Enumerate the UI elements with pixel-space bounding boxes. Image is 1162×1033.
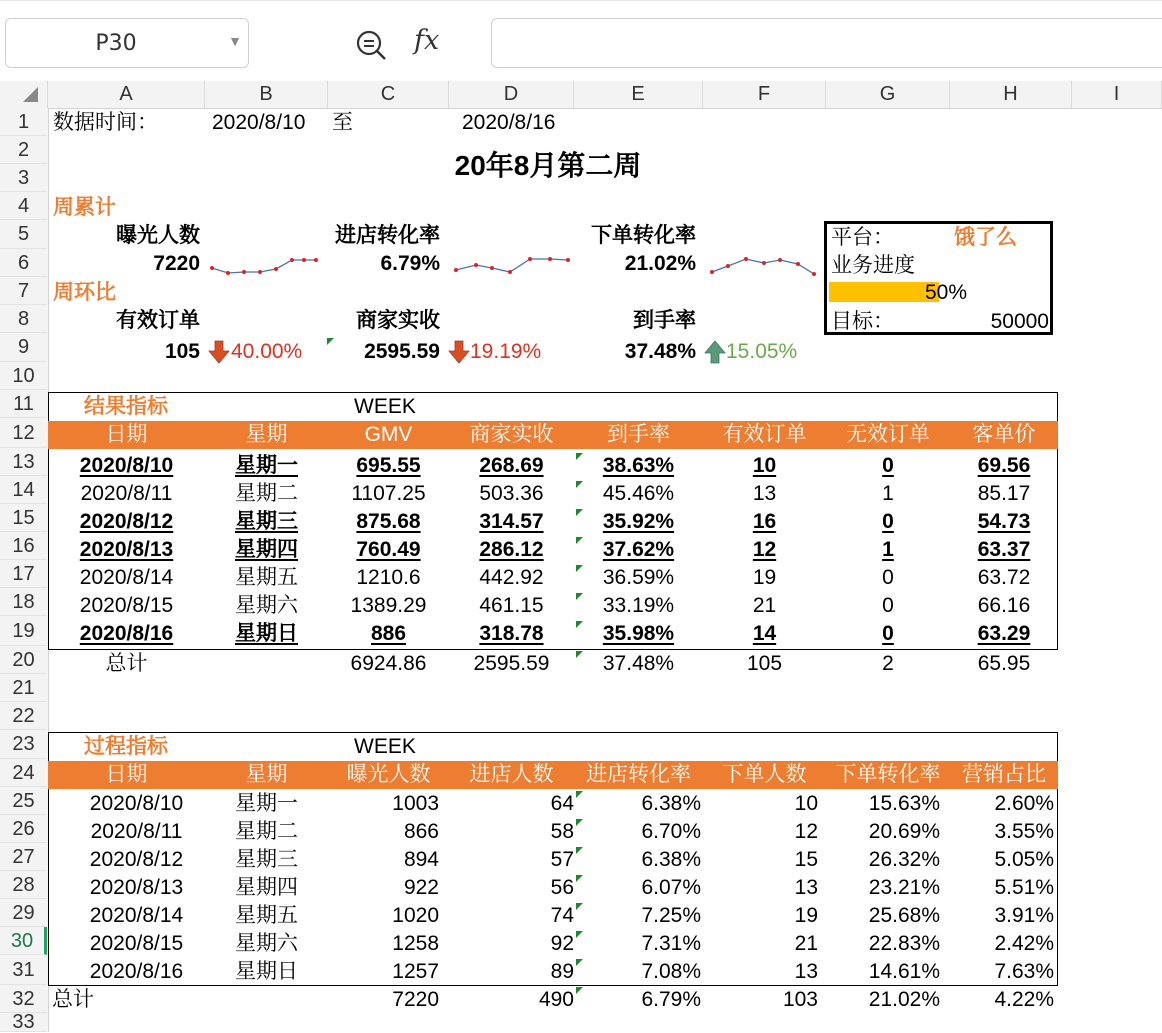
process-table-cell[interactable]: 2020/8/15 — [89, 932, 184, 955]
process-table-cell[interactable]: 10 — [794, 792, 818, 815]
process-table-cell[interactable]: 25.68% — [868, 904, 940, 927]
process-table-cell[interactable]: 2020/8/16 — [89, 960, 184, 983]
process_table-header-cell: 营销占比 — [962, 763, 1046, 786]
income-label: 商家实收 — [356, 309, 440, 332]
row-header-25[interactable]: 25 — [0, 787, 47, 815]
result-table-cell[interactable]: 0 — [882, 510, 894, 533]
result-table-cell[interactable]: 875.68 — [356, 510, 421, 533]
orders-label: 有效订单 — [116, 309, 200, 332]
error-indicator — [576, 537, 583, 544]
platform-label: 平台： — [831, 226, 894, 249]
process-table-cell[interactable]: 1003 — [392, 792, 439, 815]
process_table-header-cell: 下单人数 — [722, 763, 807, 786]
result-table-cell[interactable]: 35.92% — [602, 510, 675, 533]
result-table-cell[interactable]: 286.12 — [479, 538, 544, 561]
process-table-total-cell[interactable]: 490 — [538, 988, 574, 1011]
process-table-total-cell[interactable]: 21.02% — [868, 988, 940, 1011]
process-table-cell[interactable]: 2.60% — [994, 792, 1054, 815]
result-table-cell[interactable]: 2020/8/12 — [79, 510, 174, 533]
process-table-total-cell[interactable]: 4.22% — [994, 988, 1054, 1011]
result-table-cell[interactable]: 695.55 — [356, 454, 421, 477]
process-table-cell[interactable]: 6.38% — [641, 848, 701, 871]
result-table-cell[interactable]: 2020/8/15 — [79, 594, 174, 617]
process-table-cell[interactable]: 星期日 — [235, 960, 298, 983]
process-table-cell[interactable]: 26.32% — [868, 848, 940, 871]
process-table-cell[interactable]: 12 — [794, 820, 818, 843]
process-table-cell[interactable]: 星期四 — [235, 876, 298, 899]
result_table-header-cell: 日期 — [105, 423, 148, 446]
result-table-cell[interactable]: 63.37 — [977, 538, 1031, 561]
enter-rate-label: 进店转化率 — [335, 224, 440, 247]
process-table-cell[interactable]: 58 — [550, 820, 574, 843]
error-indicator — [576, 509, 583, 516]
result-table-total-cell[interactable]: 总计 — [105, 652, 148, 675]
row-header-29[interactable]: 29 — [0, 899, 47, 927]
worksheet[interactable] — [48, 108, 1162, 1032]
process-table-cell[interactable]: 7.31% — [641, 932, 701, 955]
up-arrow-icon — [704, 340, 726, 364]
column-header-h[interactable]: H — [950, 81, 1072, 108]
error-indicator — [576, 875, 583, 882]
process-table-cell[interactable]: 星期五 — [235, 904, 298, 927]
select-all-icon[interactable] — [0, 81, 48, 108]
process-table-cell[interactable]: 13 — [794, 876, 818, 899]
column-header-f[interactable]: F — [703, 81, 826, 108]
row-header-2[interactable]: 2 — [0, 136, 47, 164]
date-range-label: 数据时间： — [53, 111, 158, 134]
process-table-cell[interactable]: 74 — [550, 904, 574, 927]
process-table-cell[interactable]: 22.83% — [868, 932, 940, 955]
error-indicator — [576, 931, 583, 938]
arrival-rate-value: 37.48% — [624, 340, 696, 363]
process_table-header-cell: 星期 — [245, 763, 288, 786]
column-header-e[interactable]: E — [574, 81, 703, 108]
process-table-cell[interactable]: 1258 — [392, 932, 439, 955]
process-table-cell[interactable]: 7.63% — [994, 960, 1054, 983]
row-header-32[interactable]: 32 — [0, 985, 47, 1013]
result_table-header-cell: GMV — [364, 423, 413, 446]
result_table-header-cell: 到手率 — [607, 423, 670, 446]
process-table-cell[interactable]: 2020/8/12 — [89, 848, 184, 871]
column-header-d[interactable]: D — [449, 81, 574, 108]
row-header-bar — [0, 108, 49, 1032]
result-table-cell[interactable]: 268.69 — [479, 454, 544, 477]
result-table-cell[interactable]: 1107.25 — [351, 482, 426, 505]
process-table-cell[interactable]: 星期一 — [235, 792, 298, 815]
formula-input[interactable] — [491, 18, 1162, 68]
column-header-b[interactable]: B — [205, 81, 328, 108]
wow-label: 周环比 — [53, 281, 116, 304]
result-table-cell[interactable]: 314.57 — [479, 510, 544, 533]
result-table-cell[interactable]: 38.63% — [602, 454, 675, 477]
process-table-header — [48, 761, 1058, 789]
process-table-cell[interactable]: 星期六 — [235, 932, 298, 955]
column-header-c[interactable]: C — [328, 81, 449, 108]
result-table-cell[interactable]: 85.17 — [977, 482, 1031, 505]
result-table-cell[interactable]: 503.36 — [479, 482, 544, 505]
row-header-17[interactable]: 17 — [0, 560, 47, 588]
row-header-1[interactable]: 1 — [0, 108, 47, 136]
process-table-cell[interactable]: 3.91% — [994, 904, 1054, 927]
result-table-cell[interactable]: 69.56 — [977, 454, 1031, 477]
result-table-cell[interactable]: 2020/8/10 — [79, 454, 174, 477]
result-table-total-cell[interactable]: 37.48% — [602, 652, 675, 675]
result-table-cell[interactable]: 1389.29 — [350, 594, 427, 617]
result-table-cell[interactable]: 16 — [752, 510, 777, 533]
process-table-cell[interactable]: 866 — [403, 820, 439, 843]
process-table-cell[interactable]: 6.70% — [641, 820, 701, 843]
error-indicator — [576, 593, 583, 600]
process-table-cell[interactable]: 89 — [550, 960, 574, 983]
error-indicator — [576, 791, 583, 798]
enter-rate-sparkline — [448, 248, 580, 282]
row-header-33[interactable]: 33 — [0, 1013, 47, 1032]
row-header-20[interactable]: 20 — [0, 646, 47, 674]
error-indicator — [576, 903, 583, 910]
result-table-cell[interactable]: 2020/8/13 — [79, 538, 174, 561]
process-table-cell[interactable]: 2020/8/13 — [89, 876, 184, 899]
process-table-cell[interactable]: 13 — [794, 960, 818, 983]
process-table-title: 过程指标 — [84, 735, 168, 758]
result_table-header-cell: 无效订单 — [846, 423, 930, 446]
result-table-cell[interactable]: 星期三 — [235, 510, 298, 533]
process-table-cell[interactable]: 21 — [794, 932, 818, 955]
result-table-total-cell[interactable]: 2595.59 — [473, 652, 550, 675]
process-table-cell[interactable]: 922 — [403, 876, 439, 899]
exposure-value: 7220 — [153, 252, 200, 275]
result_table-header-cell: 客单价 — [972, 423, 1036, 446]
error-indicator — [576, 651, 583, 658]
result-table-cell[interactable]: 35.98% — [602, 622, 675, 645]
result-table-cell[interactable]: 45.46% — [602, 482, 675, 505]
progress-text: 50% — [924, 281, 967, 304]
result-table-cell[interactable]: 10 — [752, 454, 777, 477]
result-table-total-cell[interactable]: 105 — [746, 652, 783, 675]
process-table-cell[interactable]: 57 — [550, 848, 574, 871]
process-table-cell[interactable]: 92 — [550, 932, 574, 955]
result-table-cell[interactable]: 2020/8/14 — [79, 566, 174, 589]
start-date: 2020/8/10 — [212, 111, 306, 134]
result-table-cell[interactable]: 54.73 — [977, 510, 1031, 533]
process-table-total-cell[interactable]: 总计 — [52, 988, 94, 1011]
row-header-11[interactable]: 11 — [0, 390, 47, 418]
error-indicator — [576, 481, 583, 488]
process_table-header-cell: 下单转化率 — [835, 763, 941, 786]
result-table-cell[interactable]: 2020/8/11 — [80, 482, 173, 505]
report-title: 20年8月第二周 — [454, 150, 642, 181]
row-header-15[interactable]: 15 — [0, 504, 47, 532]
income-value: 2595.59 — [364, 340, 440, 363]
result-table-cell[interactable]: 0 — [882, 622, 894, 645]
process-table-cell[interactable]: 20.69% — [868, 820, 940, 843]
result-table-cell[interactable]: 37.62% — [602, 538, 675, 561]
result-table-cell[interactable]: 760.49 — [356, 538, 421, 561]
error-indicator — [576, 819, 583, 826]
row-header-31[interactable]: 31 — [0, 955, 47, 985]
result-table-cell[interactable]: 442.92 — [479, 566, 544, 589]
process-table-total-cell[interactable]: 103 — [782, 988, 818, 1011]
row-header-8[interactable]: 8 — [0, 305, 47, 333]
result-table-cell[interactable]: 66.16 — [977, 594, 1031, 617]
error-indicator — [576, 987, 583, 994]
result-table-cell[interactable]: 21 — [752, 594, 777, 617]
result-table-cell[interactable]: 12 — [752, 538, 777, 561]
process-table-total-cell[interactable]: 6.79% — [641, 988, 701, 1011]
row-header-28[interactable]: 28 — [0, 871, 47, 899]
process-table-cell[interactable]: 15.63% — [868, 792, 940, 815]
error-indicator — [576, 453, 583, 460]
result-table-cell[interactable]: 星期五 — [235, 566, 298, 589]
order-rate-value: 21.02% — [624, 252, 696, 275]
column-header-bar — [0, 81, 1162, 109]
result-table-cell[interactable]: 33.19% — [602, 594, 675, 617]
row-header-21[interactable]: 21 — [0, 674, 47, 702]
error-indicator — [576, 847, 583, 854]
result-table-cell[interactable]: 19 — [752, 566, 777, 589]
order-rate-sparkline — [704, 248, 822, 282]
exposure-label: 曝光人数 — [116, 224, 200, 247]
row-header-3[interactable]: 3 — [0, 164, 47, 192]
income-change: 19.19% — [470, 340, 542, 363]
result-table-cell[interactable]: 星期六 — [235, 594, 298, 617]
row-header-10[interactable]: 10 — [0, 362, 47, 390]
target-label: 目标： — [831, 310, 894, 333]
result_table-header-cell: 星期 — [245, 423, 288, 446]
process-table-cell[interactable]: 23.21% — [868, 876, 940, 899]
platform-value: 饿了么 — [954, 226, 1017, 249]
result-table-header — [48, 421, 1058, 449]
process-table-cell[interactable]: 894 — [403, 848, 439, 871]
row-header-16[interactable]: 16 — [0, 532, 47, 560]
orders-value: 105 — [164, 340, 200, 363]
row-header-12[interactable]: 12 — [0, 418, 47, 448]
process-table-total-cell[interactable]: 7220 — [392, 988, 439, 1011]
result-table-cell[interactable]: 63.72 — [977, 566, 1031, 589]
progress-label: 业务进度 — [831, 254, 915, 277]
process-table-cell[interactable]: 19 — [794, 904, 818, 927]
zoom-icon[interactable] — [354, 28, 388, 62]
column-header-g[interactable]: G — [826, 81, 950, 108]
row-header-4[interactable]: 4 — [0, 192, 47, 220]
result-table-week: WEEK — [354, 395, 416, 418]
row-header-14[interactable]: 14 — [0, 476, 47, 504]
end-date: 2020/8/16 — [462, 111, 556, 134]
process-table-cell[interactable]: 14.61% — [868, 960, 940, 983]
result_table-header-cell: 有效订单 — [722, 423, 807, 446]
result-table-cell[interactable]: 886 — [370, 622, 407, 645]
result-table-cell[interactable]: 14 — [752, 622, 777, 645]
formula-bar — [0, 0, 1162, 82]
process_table-header-cell: 进店人数 — [469, 763, 554, 786]
result-table-cell[interactable]: 星期二 — [235, 482, 298, 505]
row-header-26[interactable]: 26 — [0, 815, 47, 843]
result-table-cell[interactable]: 星期一 — [235, 454, 298, 477]
row-header-23[interactable]: 23 — [0, 730, 47, 759]
dropdown-caret-icon[interactable]: ▼ — [228, 33, 242, 49]
result-table-cell[interactable]: 13 — [752, 482, 777, 505]
result-table-cell[interactable]: 63.29 — [977, 622, 1031, 645]
row-header-9[interactable]: 9 — [0, 333, 47, 362]
arrival-rate-label: 到手率 — [633, 309, 696, 332]
process-table-cell[interactable]: 1020 — [392, 904, 439, 927]
process-table-cell[interactable]: 6.38% — [641, 792, 701, 815]
result-table-total-cell[interactable]: 2 — [882, 652, 894, 675]
down-arrow-icon — [208, 340, 230, 364]
process-table-week: WEEK — [354, 735, 416, 758]
weekly-total-label: 周累计 — [53, 196, 116, 219]
row-header-22[interactable]: 22 — [0, 702, 47, 730]
column-header-i[interactable]: I — [1072, 81, 1162, 108]
date-range-to: 至 — [332, 111, 353, 134]
result-table-cell[interactable]: 318.78 — [479, 622, 544, 645]
process-table-cell[interactable]: 3.55% — [994, 820, 1054, 843]
function-icon[interactable]: fx — [414, 25, 440, 56]
result-table-cell[interactable]: 2020/8/16 — [79, 622, 174, 645]
row-header-27[interactable]: 27 — [0, 843, 47, 871]
result-table-cell[interactable]: 1 — [882, 482, 894, 505]
order-rate-label: 下单转化率 — [591, 224, 696, 247]
result_table-header-cell: 商家实收 — [469, 423, 554, 446]
process-table-cell[interactable]: 2020/8/10 — [89, 792, 184, 815]
process-table-cell[interactable]: 5.05% — [994, 848, 1054, 871]
process-table-cell[interactable]: 2020/8/14 — [89, 904, 184, 927]
column-header-a[interactable]: A — [48, 81, 205, 108]
process-table-cell[interactable]: 星期二 — [235, 820, 298, 843]
result-table-cell[interactable]: 1210.6 — [356, 566, 421, 589]
name-box-value: P30 — [95, 31, 137, 56]
row-header-19[interactable]: 19 — [0, 616, 47, 646]
process-table-cell[interactable]: 56 — [550, 876, 574, 899]
orders-change: 40.00% — [231, 340, 303, 363]
process_table-header-cell: 进店转化率 — [586, 763, 691, 786]
process-table-cell[interactable]: 6.07% — [641, 876, 701, 899]
error-indicator — [576, 621, 583, 628]
row-header-5[interactable]: 5 — [0, 220, 47, 249]
process-table-cell[interactable]: 15 — [794, 848, 818, 871]
row-header-13[interactable]: 13 — [0, 448, 47, 476]
row-header-7[interactable]: 7 — [0, 277, 47, 305]
process-table-cell[interactable]: 2.42% — [994, 932, 1054, 955]
error-indicator — [576, 959, 583, 966]
target-value: 50000 — [990, 310, 1049, 333]
enter-rate-value: 6.79% — [380, 252, 440, 275]
result-table-cell[interactable]: 星期日 — [235, 622, 298, 645]
row-header-6[interactable]: 6 — [0, 249, 47, 277]
process-table-cell[interactable]: 1257 — [392, 960, 439, 983]
result-table-cell[interactable]: 1 — [882, 538, 894, 561]
result-table-total-cell[interactable]: 6924.86 — [350, 652, 427, 675]
result-table-cell[interactable]: 36.59% — [602, 566, 675, 589]
row-header-30[interactable]: 30 — [0, 927, 47, 955]
down-arrow-icon — [448, 340, 470, 364]
process-table-cell[interactable]: 7.08% — [641, 960, 701, 983]
process_table-header-cell: 曝光人数 — [346, 763, 431, 786]
result-table-cell[interactable]: 0 — [882, 566, 894, 589]
result-table-cell[interactable]: 0 — [882, 594, 894, 617]
name-box[interactable] — [5, 18, 249, 68]
process_table-header-cell: 日期 — [105, 763, 148, 786]
process-table-cell[interactable]: 64 — [550, 792, 574, 815]
process-table-cell[interactable]: 星期三 — [235, 848, 298, 871]
result-table-cell[interactable]: 0 — [882, 454, 894, 477]
result-table-cell[interactable]: 461.15 — [479, 594, 544, 617]
row-header-24[interactable]: 24 — [0, 759, 47, 787]
result-table-title: 结果指标 — [84, 395, 168, 418]
process-table-cell[interactable]: 5.51% — [994, 876, 1054, 899]
arrival-rate-change: 15.05% — [726, 340, 798, 363]
result-table-cell[interactable]: 星期四 — [235, 538, 298, 561]
process-table-cell[interactable]: 7.25% — [641, 904, 701, 927]
row-header-18[interactable]: 18 — [0, 588, 47, 616]
error-indicator — [576, 565, 583, 572]
result-table-total-cell[interactable]: 65.95 — [977, 652, 1031, 675]
exposure-sparkline — [206, 248, 324, 282]
process-table-cell[interactable]: 2020/8/11 — [90, 820, 183, 843]
